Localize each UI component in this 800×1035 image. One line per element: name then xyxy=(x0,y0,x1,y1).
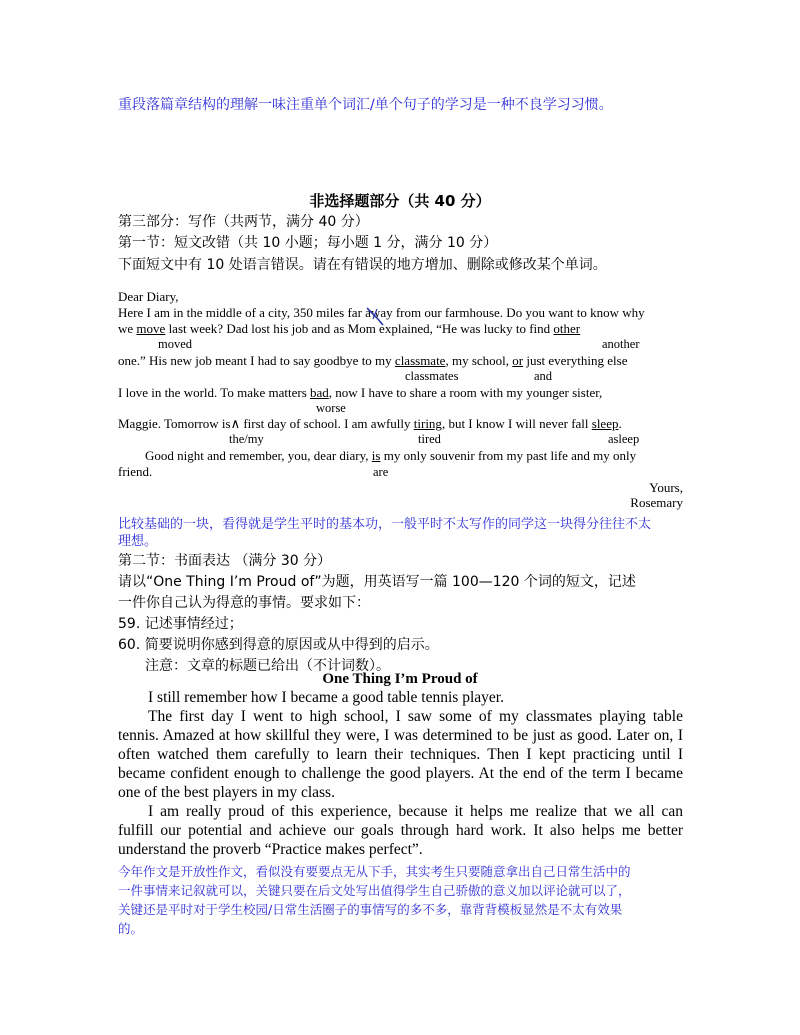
correction-classmates: classmates xyxy=(405,369,459,383)
comment-two-line-2: 一件事情来记叙就可以，关键只要在后文处写出值得学生自己骄傲的意义加以评论就可以了， xyxy=(118,883,631,898)
diary-line-4: I love in the world. To make matters bad, now I have to share a room with my younger sister, xyxy=(118,385,603,400)
top-comment: 重段落篇章结构的理解一味注重单个词汇/单个句子的学习是一种不良学习习惯。 xyxy=(118,97,613,113)
essay-p2-line-2: tennis. Amazed at how skillful they were, I was determined to be just as good. Later on, I xyxy=(118,727,683,744)
correction-moved: moved xyxy=(158,337,193,351)
essay-p2-line-5: one of the best players in my class. xyxy=(118,784,335,801)
part-three-heading: 第三部分：写作（共两节，满分 40 分） xyxy=(118,214,369,230)
diary-signature: Rosemary xyxy=(630,495,683,510)
error-word-tiring: tiring xyxy=(413,416,442,431)
section-title: 非选择题部分（共 40 分） xyxy=(309,192,491,210)
diary-line-2: we move last week? Dad lost his job and as Mom explained, “He was lucky to find other xyxy=(118,321,581,336)
section-one-heading: 第一节：短文改错（共 10 小题；每小题 1 分，满分 10 分） xyxy=(118,235,498,251)
error-word-or: or xyxy=(512,353,524,368)
essay-p2-line-1: The first day I went to high school, I saw some of my classmates playing table xyxy=(148,708,683,725)
error-word-sleep: sleep xyxy=(591,416,619,431)
error-word-is: is xyxy=(371,448,381,463)
diary-line-7: friend. xyxy=(118,464,153,479)
correction-and: and xyxy=(534,369,553,383)
note: 注意：文章的标题已给出（不计词数）。 xyxy=(145,658,390,674)
diary-greeting: Dear Diary, xyxy=(118,289,179,304)
essay-p3-line-2: fulfill our potential and achieve our goals through hard work. It also helps me better xyxy=(118,822,683,839)
task-line-1: 请以“One Thing I’m Proud of”为题，用英语写一篇 100—120 个词的短文，记述 xyxy=(118,574,636,590)
correction-tired: tired xyxy=(418,432,441,446)
correction-asleep: asleep xyxy=(608,432,640,446)
error-word-other: other xyxy=(553,321,581,336)
diary-line-6: Good night and remember, you, dear diary, is my only souvenir from my past life and my only xyxy=(145,448,637,463)
section-one-instruction: 下面短文中有 10 处语言错误。请在有错误的地方增加、删除或修改某个单词。 xyxy=(118,257,607,273)
correction-worse: worse xyxy=(316,401,346,415)
comment-two-line-3: 关键还是平时对于学生校园/日常生活圈子的事情写的多不多，靠背背模板显然是不太有效果 xyxy=(118,902,623,917)
correction-are: are xyxy=(373,465,389,479)
requirement-59: 59. 记述事情经过； xyxy=(118,616,243,632)
diary-line-1: Here I am in the middle of a city, 350 miles far away from our farmhouse. Do you want to know why xyxy=(118,305,645,320)
essay-title: One Thing I’m Proud of xyxy=(322,671,478,687)
diary-closing: Yours, xyxy=(649,480,683,495)
requirement-60: 60. 简要说明你感到得意的原因或从中得到的启示。 xyxy=(118,637,439,653)
error-word-bad: bad xyxy=(310,385,329,400)
essay-p2-line-3: often watched them carefully to learn their techniques. Then I kept practicing until I xyxy=(118,746,683,763)
comment-two-line-4: 的。 xyxy=(118,921,144,936)
comment-one-line-1: 比较基础的一块，看得就是学生平时的基本功，一般平时不太写作的同学这一块得分往往不太 xyxy=(118,517,652,532)
essay-p2-line-4: became confident enough to challenge the good players. At the end of the term I became xyxy=(118,765,683,782)
error-word-classmate: classmate xyxy=(394,353,446,368)
comment-two-line-1: 今年作文是开放性作文，看似没有要要点无从下手，其实考生只要随意拿出自己日常生活中的 xyxy=(118,864,631,879)
correction-the-my: the/my xyxy=(229,432,264,446)
essay-paragraph-1: I still remember how I became a good table tennis player. xyxy=(148,689,504,706)
correction-another: another xyxy=(602,337,640,351)
diary-line-5: Maggie. Tomorrow is∧ first day of school. I am awfully tiring, but I know I will never fall sleep. xyxy=(118,416,622,431)
task-line-2: 一件你自己认为得意的事情。要求如下： xyxy=(118,595,370,611)
error-word-move: move xyxy=(136,321,166,336)
comment-one-line-2: 理想。 xyxy=(118,534,158,549)
section-two-heading: 第二节：书面表达 （满分 30 分） xyxy=(118,553,332,569)
essay-p3-line-1: I am really proud of this experience, because it helps me realize that we all can xyxy=(148,803,683,820)
diary-line-3: one.” His new job meant I had to say goodbye to my classmate, my school, or just everything else xyxy=(118,353,628,368)
essay-p3-line-3: understand the proverb “Practice makes perfect”. xyxy=(118,841,423,858)
